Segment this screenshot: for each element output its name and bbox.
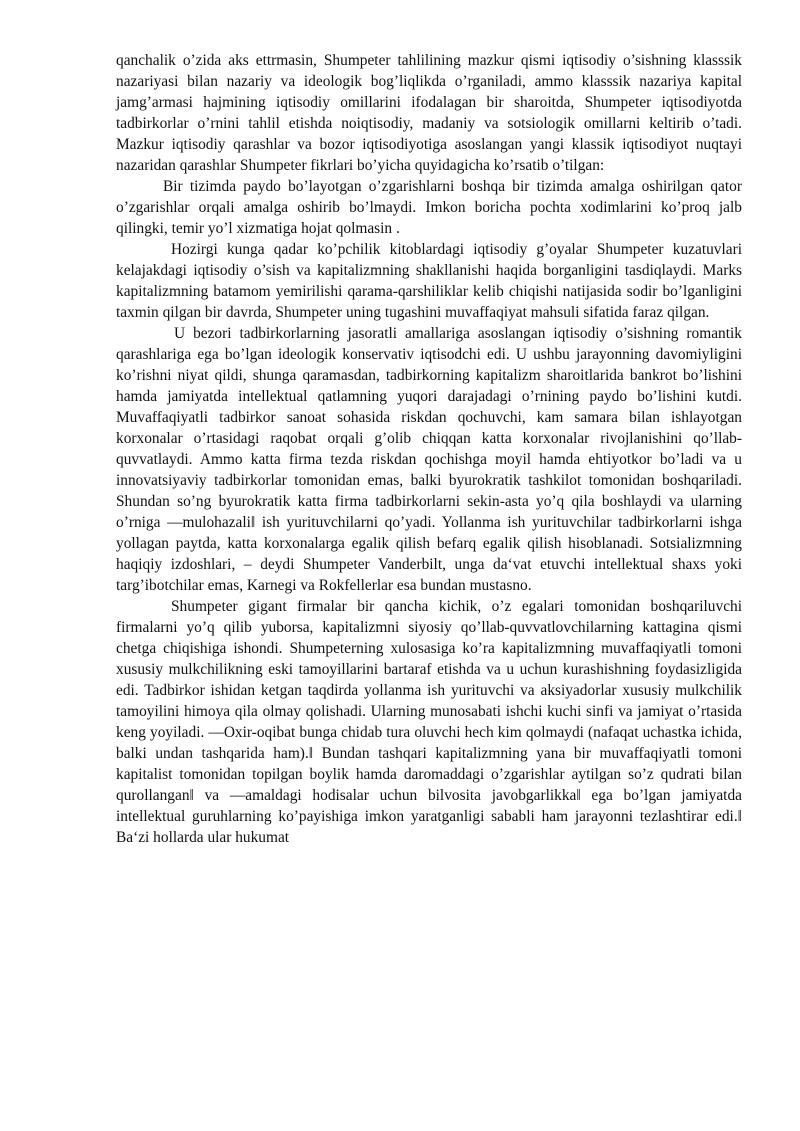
paragraph-4: U bezori tadbirkorlarning jasoratli amallariga asoslangan iqtisodiy o’sishning romantik qarashlariga ega bo’lgan ideologik konservativ iqtisodchi edi. U ushbu jarayonning davomiyligini ko’rishni niyat qildi, shunga qaramasdan, tadbirkorning kapitalizm sharoitlarida bankrot bo’lishini hamda jamiyatda intellektual qatlamning yuqori darajadagi o’rnining paydo bo’lishini kutdi. Muvaffaqiyatli tadbirkor sanoat sohasida riskdan qochuvchi, kam samara bilan ishlayotgan korxonalar o’rtasidagi raqobat orqali g’olib chiqqan katta korxonalar rivojlanishini qo’llab-quvvatlaydi. Ammo katta firma tezda riskdan qochishga moyil hamda ehtiyotkor bo’ladi va u innovatsiyaviy tadbirkorlar tomonidan emas, balki byurokratik tashkilot tomonidan boshqariladi. Shundan so’ng byurokratik katta firma tadbirkorlarni sekin-asta yo’q qila boshlaydi va ularning o’rniga ―mulohazali‖ ish yurituvchilarni qo’yadi. Yollanma ish yurituvchilar tadbirkorlarni ishga yollagan paytda, katta korxonalarga egalik qilish befarq egalik qilish hisoblanadi. Sotsializmning haqiqiy izdoshlari, – deydi Shumpeter Vanderbilt, unga da‘vat etuvchi intellektual shaxs yoki targ’ibotchilar emas, Karnegi va Rokfellerlar esa bundan mustasno.	[116, 325, 742, 594]
document-page	[116, 50, 742, 848]
paragraph-3: Hozirgi kunga qadar ko’pchilik kitoblardagi iqtisodiy g’oyalar Shumpeter kuzatuvlari kelajakdagi iqtisodiy o’sish va kapitalizmning shakllanishi haqida borganligini tasdiqlaydi. Marks kapitalizmning batamom yemirilishi qarama-qarshiliklar kelib chiqishi natijasida sodir bo’lganligini taxmin qilgan bir davrda, Shumpeter uning tugashini muvaffaqiyat mahsuli sifatida faraz qilgan.	[116, 241, 742, 321]
paragraph-1: qanchalik o’zida aks ettrmasin, Shumpeter tahlilining mazkur qismi iqtisodiy o’sishning klasssik nazariyasi bilan nazariy va ideologik bog’liqlikda o’rganiladi, ammo klasssik nazariya kapital jamg’armasi hajmining iqtisodiy omillarini ifodalagan bir sharoitda, Shumpeter iqtisodiyotda tadbirkorlar o’rnini tahlil etishda noiqtisodiy, madaniy va sotsiologik omillarni keltirib o’tadi. Mazkur iqtisodiy qarashlar va bozor iqtisodiyotiga asoslangan yangi klassik iqtisodiyot nuqtayi nazaridan qarashlar Shumpeter fikrlari bo’yicha quyidagicha ko’rsatib o’tilgan:	[116, 52, 742, 174]
paragraph-5: Shumpeter gigant firmalar bir qancha kichik, o’z egalari tomonidan boshqariluvchi firmalarni yo’q qilib yuborsa, kapitalizmni siyosiy qo’llab-quvvatlovchilarning kattagina qismi chetga chiqishiga ishondi. Shumpeterning xulosasiga ko’ra kapitalizmning muvaffaqiyatli tomoni xususiy mulkchilikning eski tamoyillarini bartaraf etishda va u uchun kurashishning foydasizligida edi. Tadbirkor ishidan ketgan taqdirda yollanma ish yurituvchi va aksiyadorlar xususiy mulkchilik tamoyilini himoya qila olmay qolishadi. Ularning munosabati ishchi kuchi sinfi va jamiyat o’rtasida keng yoyiladi. ―Oxir-oqibat bunga chidab tura oluvchi hech kim qolmaydi (nafaqat uchastka ichida, balki undan tashqarida ham).‖ Bundan tashqari kapitalizmning yana bir muvaffaqiyatli tomoni kapitalist tomonidan topilgan boylik hamda daromaddagi o’zgarishlar aytilgan so’z qudrati bilan qurollangan‖ va ―amaldagi hodisalar uchun bilvosita javobgarlikka‖ ega bo’lgan jamiyatda intellektual guruhlarning ko’payishiga imkon yaratganligi sababli ham jarayonni tezlashtirar edi.‖ Ba‘zi hollarda ular hukumat	[116, 598, 742, 846]
paragraph-2: Bir tizimda paydo bo’layotgan o’zgarishlarni boshqa bir tizimda amalga oshirilgan qator o’zgarishlar orqali amalga oshirib bo’lmaydi. Imkon boricha pochta xodimlarini ko’proq jalb qilingki, temir yo’l xizmatiga hojat qolmasin .	[116, 178, 742, 237]
